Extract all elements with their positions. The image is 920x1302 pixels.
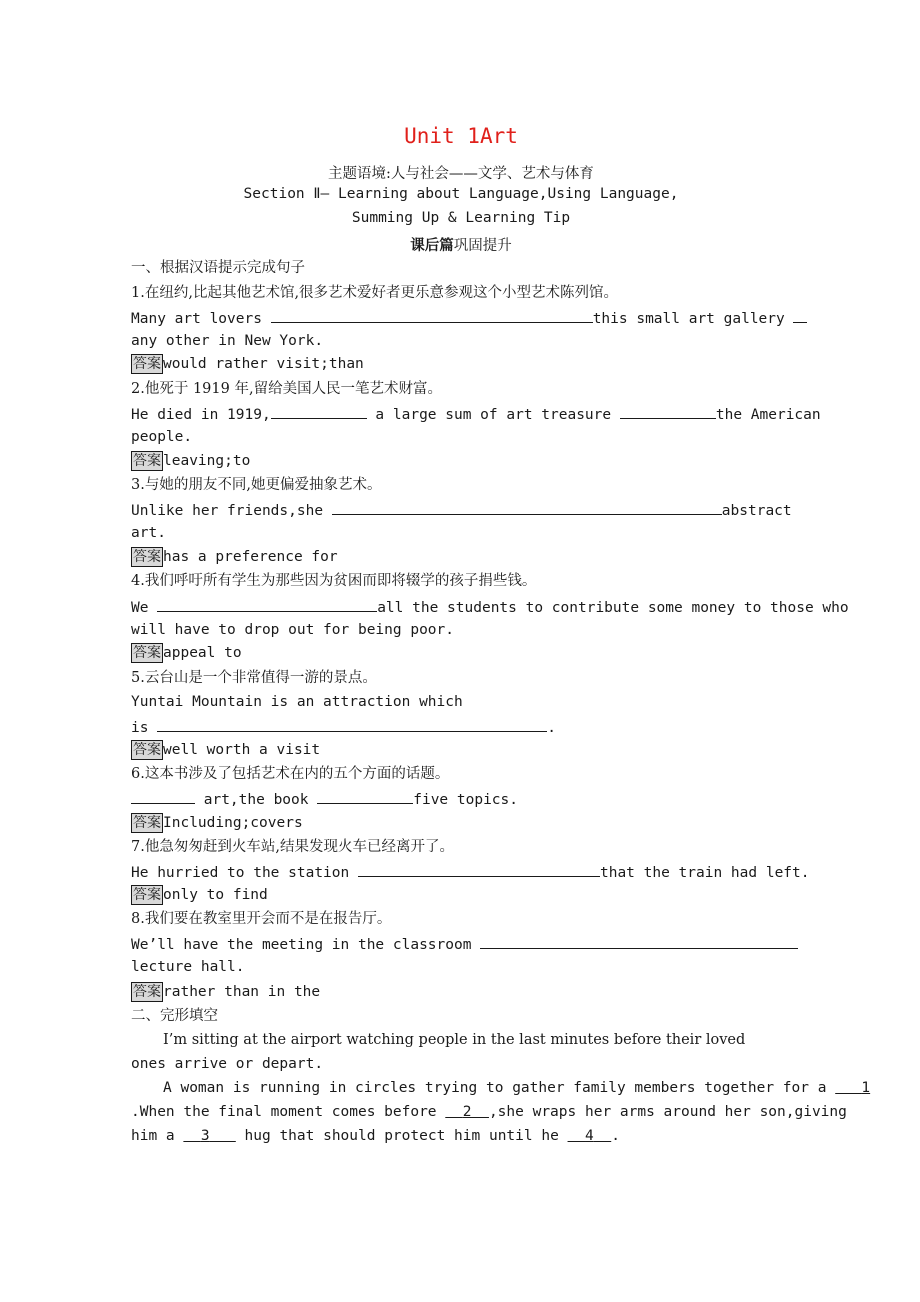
cloze-blank-1[interactable] (835, 1080, 870, 1096)
q1-text-b: this small art gallery (592, 311, 785, 327)
q8-answer-text: rather than in the (163, 984, 321, 1000)
answer-label: 答案 (133, 453, 161, 469)
q6-blank-1[interactable] (131, 788, 195, 804)
passage-text: .When the final moment comes before (131, 1104, 437, 1120)
q3-blank-1[interactable] (332, 499, 722, 515)
passage-text: hug that should protect him until he (244, 1128, 559, 1144)
q1-answer (131, 354, 791, 374)
answer-label: 答案 (133, 984, 161, 1000)
q1-sentence-cont: any other in New York. (131, 333, 324, 349)
q7-answer (131, 885, 791, 905)
q7-text-b: that the train had left. (599, 865, 810, 881)
q2-chinese: 2.他死于 1919 年,留给美国人民一笔艺术财富。 (131, 381, 443, 397)
q2-text-c: the American (715, 407, 821, 423)
q7-blank-1[interactable] (358, 861, 600, 877)
q4-text-b: all the students to contribute some money to those who (377, 600, 849, 616)
q2-sentence-cont: people. (131, 429, 193, 445)
q7-answer-text: only to find (163, 887, 268, 903)
passage-p2-line3 (131, 1126, 791, 1146)
subheading (131, 234, 791, 255)
passage-p1-line2: ones arrive or depart. (131, 1056, 324, 1072)
q2-sentence (131, 403, 821, 423)
q6-blank-2[interactable] (317, 788, 413, 804)
q6-sentence (131, 788, 791, 808)
q4-chinese: 4.我们呼吁所有学生为那些因为贫困而即将辍学的孩子捐些钱。 (131, 573, 537, 589)
q1-blank-1[interactable] (271, 307, 593, 323)
q2-text-b: a large sum of art treasure (375, 407, 612, 423)
answer-label: 答案 (133, 549, 161, 565)
q2-answer-text: leaving;to (163, 453, 251, 469)
q8-sentence (131, 933, 791, 953)
q5-chinese: 5.云台山是一个非常值得一游的景点。 (131, 670, 377, 686)
passage-p1-line1: I’m sitting at the airport watching people in the last minutes before their loved (163, 1032, 746, 1048)
part2-title: 二、完形填空 (131, 1008, 218, 1024)
q4-sentence (131, 596, 849, 616)
q5-answer-text: well worth a visit (163, 742, 321, 758)
page-title: Unit 1Art (404, 124, 518, 148)
cloze-blank-1-number: 1 (861, 1080, 871, 1096)
passage-p2-line2 (131, 1102, 847, 1122)
q5-sentence-cont (131, 716, 791, 736)
q8-answer (131, 982, 791, 1002)
q3-answer (131, 547, 791, 567)
q4-text-a: We (131, 600, 149, 616)
q4-blank-1[interactable] (157, 596, 377, 612)
q1-chinese: 1.在纽约,比起其他艺术馆,很多艺术爱好者更乐意参观这个小型艺术陈列馆。 (131, 285, 619, 301)
cloze-blank-4[interactable] (568, 1128, 612, 1144)
q7-sentence (131, 861, 810, 881)
q5-text-c: . (547, 720, 556, 736)
cloze-blank-2-number: 2 (462, 1104, 472, 1120)
q7-chinese: 7.他急匆匆赶到火车站,结果发现火车已经离开了。 (131, 839, 454, 855)
cloze-blank-3-number: 3 (200, 1128, 210, 1144)
cloze-blank-4-number: 4 (585, 1128, 594, 1144)
q5-text-b: is (131, 720, 149, 736)
answer-label: 答案 (133, 645, 161, 661)
q3-sentence-cont: art. (131, 525, 166, 541)
cloze-blank-3[interactable] (183, 1128, 235, 1144)
q6-answer-text: Including;covers (163, 815, 303, 831)
q7-text-a: He hurried to the station (131, 865, 350, 881)
q4-answer-text: appeal to (163, 645, 242, 661)
q4-sentence-cont: will have to drop out for being poor. (131, 622, 455, 638)
q6-text-b: five topics. (413, 792, 518, 808)
passage-text: him a (131, 1128, 175, 1144)
passage-text: ,she wraps her arms around her son,giving (488, 1104, 847, 1120)
answer-label: 答案 (133, 815, 161, 831)
q3-text-a: Unlike her friends,she (131, 503, 324, 519)
q2-blank-1[interactable] (271, 403, 367, 419)
q6-chinese: 6.这本书涉及了包括艺术在内的五个方面的话题。 (131, 766, 450, 782)
passage-text: A woman is running in circles trying to gather family members together for a (163, 1080, 827, 1096)
q2-text-a: He died in 1919, (131, 407, 271, 423)
section-line-1: Section Ⅱ— Learning about Language,Using Language, (243, 186, 679, 202)
q5-answer (131, 740, 791, 760)
q3-sentence (131, 499, 791, 519)
q8-blank-1[interactable] (480, 933, 798, 949)
section-line-2: Summing Up & Learning Tip (351, 210, 571, 226)
q1-answer-text: would rather visit;than (163, 356, 364, 372)
q4-answer (131, 643, 791, 663)
q1-text-a: Many art lovers (131, 311, 262, 327)
theme-line: 主题语境:人与社会——文学、艺术与体育 (328, 166, 594, 182)
answer-label: 答案 (133, 887, 161, 903)
q2-blank-2[interactable] (620, 403, 716, 419)
cloze-blank-2[interactable] (445, 1104, 489, 1120)
q6-text-a: art,the book (203, 792, 309, 808)
subheading-bold: 课后篇 (410, 237, 454, 254)
passage-text: . (611, 1128, 620, 1144)
q6-answer (131, 813, 791, 833)
passage-p2-line1 (131, 1078, 871, 1098)
q8-text-a: We’ll have the meeting in the classroom (131, 937, 472, 953)
answer-label: 答案 (133, 356, 161, 372)
q3-text-b: abstract (721, 503, 792, 519)
q3-chinese: 3.与她的朋友不同,她更偏爱抽象艺术。 (131, 477, 382, 493)
q8-sentence-cont: lecture hall. (131, 959, 245, 975)
q3-answer-text: has a preference for (163, 549, 338, 565)
q1-blank-2[interactable] (793, 307, 807, 323)
q5-blank-1[interactable] (157, 716, 547, 732)
q5-sentence: Yuntai Mountain is an attraction which (131, 694, 463, 710)
q2-answer (131, 451, 791, 471)
part1-title: 一、根据汉语提示完成句子 (131, 260, 305, 276)
q1-sentence (131, 307, 791, 327)
q8-chinese: 8.我们要在教室里开会而不是在报告厅。 (131, 911, 392, 927)
subheading-rest: 巩固提升 (453, 238, 512, 254)
answer-label: 答案 (133, 742, 161, 758)
